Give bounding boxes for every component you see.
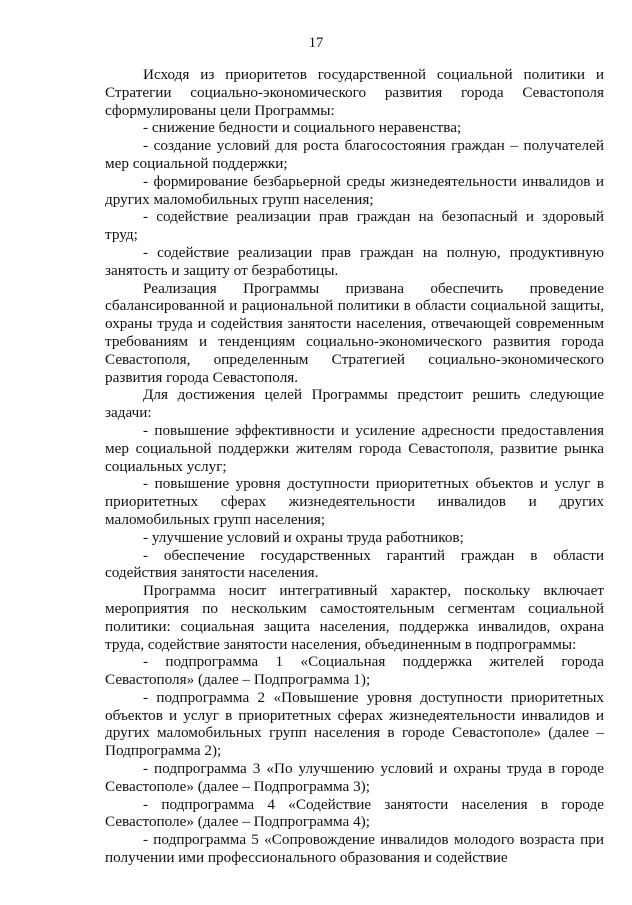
paragraph-tasks-intro: Для достижения целей Программы предстоит решить следующие задачи: (105, 386, 604, 422)
list-item-task-2: - повышение уровня доступности приоритетных объектов и услуг в приоритетных сферах жизнедеятельности инвалидов и других маломобильных групп населения; (105, 475, 604, 528)
list-item-subprogram-1: - подпрограмма 1 «Социальная поддержка жителей города Севастополя» (далее – Подпрограмма 1); (105, 653, 604, 689)
list-item-subprogram-3: - подпрограмма 3 «По улучшению условий и охраны труда в городе Севастополе» (далее – Подпрограмма 3); (105, 760, 604, 795)
body-text (105, 66, 604, 867)
page-number: 17 (308, 35, 324, 51)
list-item-goal-3: - формирование безбарьерной среды жизнедеятельности инвалидов и других маломобильных групп населения; (105, 172, 604, 208)
paragraph-implementation: Реализация Программы призвана обеспечить проведение сбалансированной и рациональной политики в области социальной защиты, охраны труда и содействия занятости населения, отвечающей современным требованиям и тенденциям социально-экономического развития города Севастополя, определенным Стратегией социально-экономического развития города Севастополя. (105, 279, 604, 386)
list-item-goal-1: - снижение бедности и социального неравенства; (143, 119, 462, 137)
list-item-task-1: - повышение эффективности и усиление адресности предоставления мер социальной поддержки жителям города Севастополя, развитие рынка социальных услуг; (105, 421, 604, 475)
list-item-goal-2: - создание условий для роста благосостояния граждан – получателей мер социальной поддержки; (105, 137, 604, 172)
list-item-goal-5: - содействие реализации прав граждан на полную, продуктивную занятость и защиту от безработицы. (105, 243, 604, 279)
paragraph-program-structure: Программа носит интегративный характер, поскольку включает мероприятия по нескольким самостоятельным сегментам социальной политики: социальная защита населения, поддержка инвалидов, охрана труда, содействие занятости населения, объединенным в подпрограммы: (105, 582, 604, 653)
list-item-subprogram-2: - подпрограмма 2 «Повышение уровня доступности приоритетных объектов и услуг в приоритетных сферах жизнедеятельности инвалидов и других маломобильных групп населения в городе Севастополе» (далее – Подпрограмма 2); (105, 688, 604, 760)
list-item-subprogram-4: - подпрограмма 4 «Содействие занятости населения в городе Севастополе» (далее – Подпрограмма 4); (105, 795, 604, 831)
paragraph-goals-intro: Исходя из приоритетов государственной социальной политики и Стратегии социально-экономического развития города Севастополя сформулированы цели Программы: (105, 66, 604, 119)
list-item-goal-4: - содействие реализации прав граждан на безопасный и здоровый труд; (105, 208, 604, 244)
list-item-subprogram-5: - подпрограмма 5 «Сопровождение инвалидов молодого возраста при получении ими профессионального образования и содействие (105, 831, 604, 867)
list-item-task-3: - улучшение условий и охраны труда работников; (143, 528, 464, 546)
list-item-task-4: - обеспечение государственных гарантий граждан в области содействия занятости населения. (105, 546, 604, 582)
